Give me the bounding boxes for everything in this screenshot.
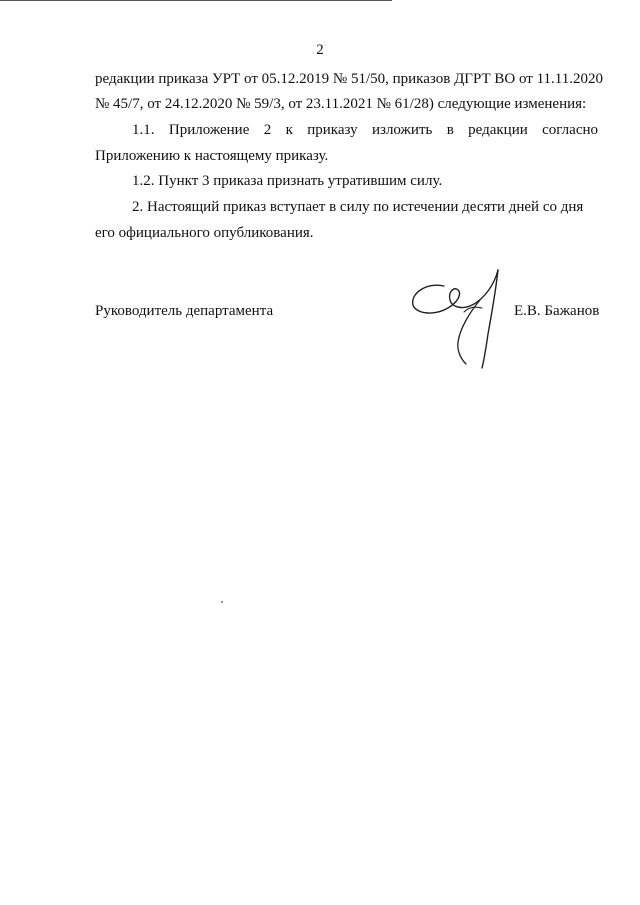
paragraph-line: 1.1. Приложение 2 к приказу изложить в редакции согласно [132,122,598,138]
page-number: 2 [316,42,324,58]
paragraph-line: 1.2. Пункт 3 приказа признать утратившим силу. [132,173,443,189]
scan-edge [0,0,392,1]
scan-speck [221,601,223,603]
handwritten-signature [404,268,504,370]
signer-name: Е.В. Бажанов [514,303,600,319]
paragraph-line: редакции приказа УРТ от 05.12.2019 № 51/50, приказов ДГРТ ВО от 11.11.2020 [95,71,603,87]
paragraph-line: № 45/7, от 24.12.2020 № 59/3, от 23.11.2021 № 61/28) следующие изменения: [95,96,587,112]
paragraph-line: Приложению к настоящему приказу. [95,148,329,164]
paragraph-line: его официального опубликования. [95,225,314,241]
paragraph-line: 2. Настоящий приказ вступает в силу по истечении десяти дней со дня [132,199,584,215]
signer-position: Руководитель департамента [95,303,274,319]
